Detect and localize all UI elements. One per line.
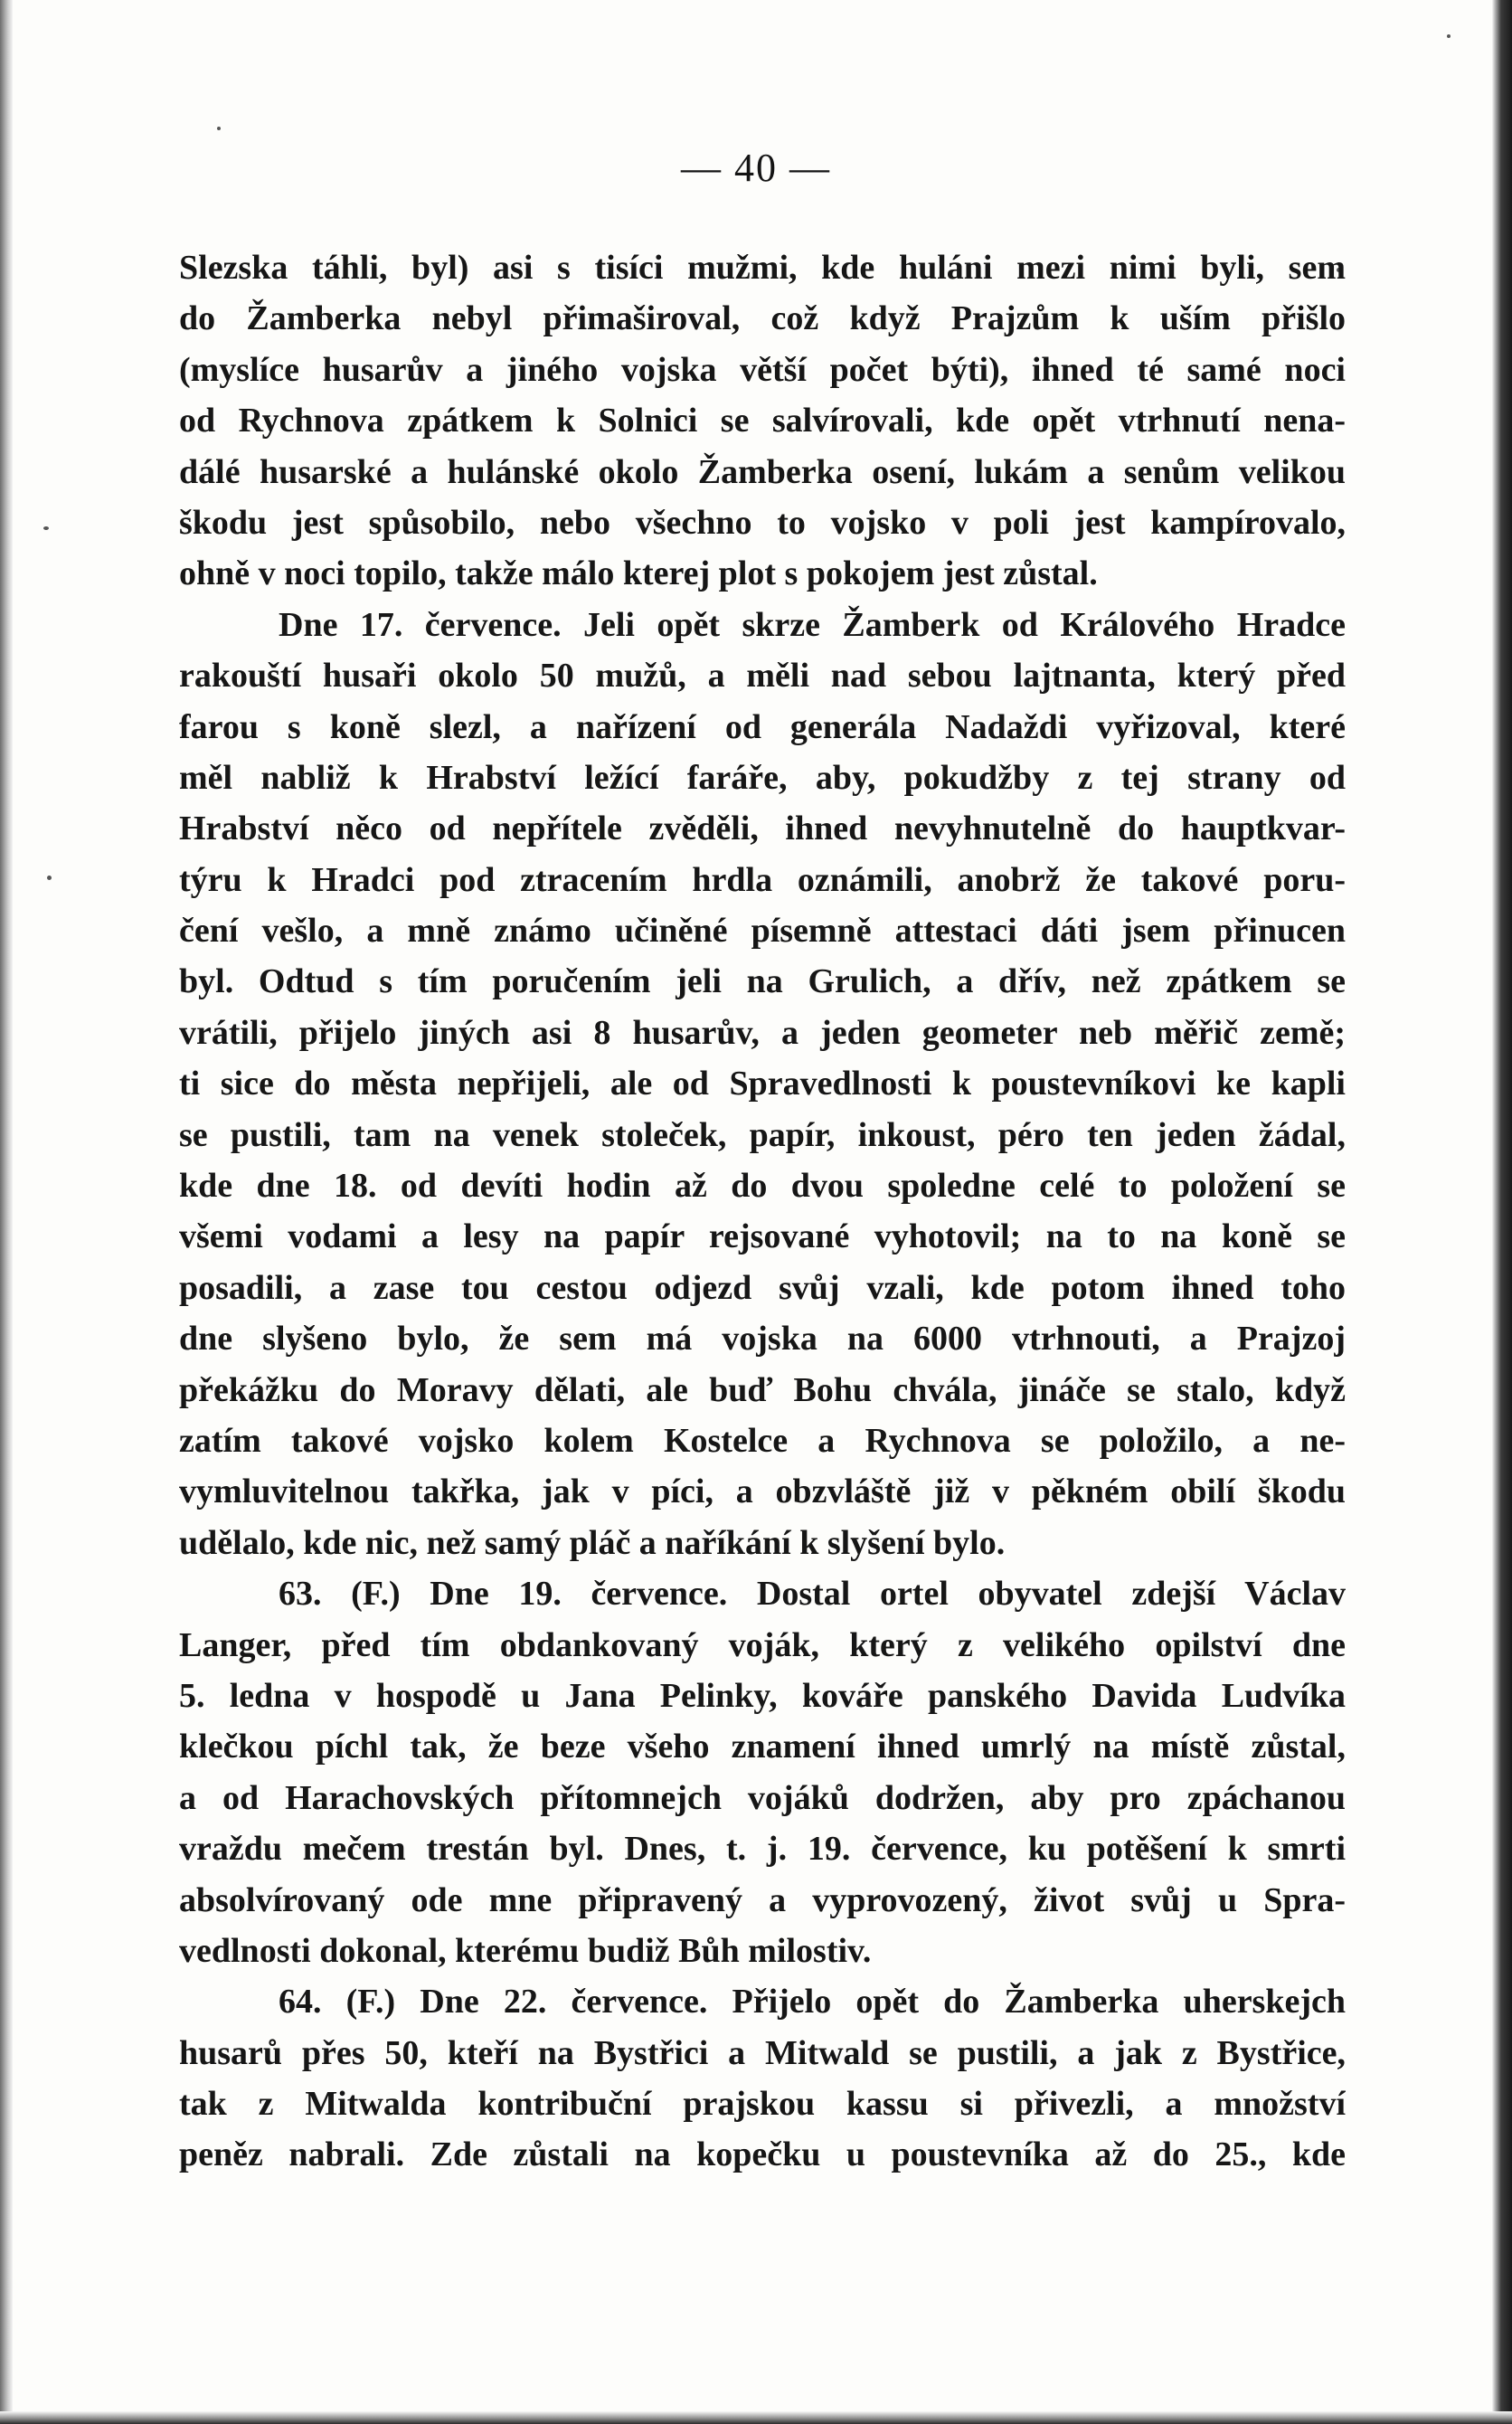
text-line: a od Harachovských přítomnejch vojáků dodržen, aby pro zpáchanou: [179, 1778, 1346, 1817]
text-line: od Rychnova zpátkem k Solnici se salvírovali, kde opět vtrhnutí nena-: [179, 402, 1346, 440]
text-line: zatím takové vojsko kolem Kostelce a Rychnova se položilo, a ne-: [179, 1421, 1346, 1460]
text-line: husarů přes 50, kteří na Bystřici a Mitwald se pustili, a jak z Bystřice,: [179, 2033, 1346, 2072]
text-line: všemi vodami a lesy na papír rejsované vyhotovil; na to na koně se: [179, 1217, 1346, 1256]
paragraph-start: 64. (F.) Dne 22. července. Přijelo opět do Žamberka uherskejch: [279, 1983, 1346, 2022]
text-line: do Žamberka nebyl přimaširoval, což když Prajzům k uším přišlo: [179, 299, 1346, 338]
scan-edge-bottom: [0, 2411, 1512, 2424]
scan-edge-right: [1492, 0, 1512, 2424]
paragraph-start: Dne 17. července. Jeli opět skrze Žamberk od Králového Hradce: [279, 605, 1346, 644]
text-line: Hrabství něco od nepřítele zvěděli, ihned nevyhnutelně do hauptkvar-: [179, 810, 1346, 848]
text-line: měl nabliž k Hrabství ležící faráře, aby, pokudžby z tej strany od: [179, 758, 1346, 797]
text-line: překážku do Moravy dělati, ale buď Bohu chvála, jináče se stalo, když: [179, 1370, 1346, 1409]
text-line: udělalo, kde nic, než samý pláč a naříkání k slyšení bylo.: [179, 1523, 1006, 1562]
text-line: vraždu mečem trestán byl. Dnes, t. j. 19. července, ku potěšení k smrti: [179, 1830, 1346, 1869]
text-line: Slezska táhli, byl) asi s tisíci mužmi, kde huláni mezi nimi byli, sem: [179, 249, 1346, 287]
scan-speck: [47, 876, 52, 880]
text-line: rakouští husaři okolo 50 mužů, a měli nad sebou lajtnanta, který před: [179, 657, 1346, 696]
text-line: dálé husarské a hulánské okolo Žamberka osení, lukám a senům velikou: [179, 452, 1346, 491]
scan-speck: [217, 127, 221, 130]
text-line: byl. Odtud s tím poručením jeli na Grulich, a dřív, než zpátkem se: [179, 962, 1346, 1001]
scan-speck: [43, 526, 49, 530]
text-line: čení vešlo, a mně známo učiněné písemně attestaci dáti jsem přinucen: [179, 912, 1346, 951]
text-line: vymluvitelnou takřka, jak v píci, a obzvláště již v pěkném obilí škodu: [179, 1472, 1346, 1511]
text-line: 5. ledna v hospodě u Jana Pelinky, kováře panského Davida Ludvíka: [179, 1676, 1346, 1715]
text-line: farou s koně slezl, a nařízení od generála Nadaždi vyřizoval, které: [179, 707, 1346, 746]
scan-edge-left: [0, 0, 13, 2424]
scan-speck: [1447, 34, 1451, 38]
paragraph-start: 63. (F.) Dne 19. července. Dostal ortel obyvatel zdejší Václav: [279, 1575, 1346, 1614]
text-line: škodu jest spůsobilo, nebo všechno to vojsko v poli jest kampírovalo,: [179, 503, 1346, 542]
text-line: se pustili, tam na venek stoleček, papír, inkoust, péro ten jeden žádal,: [179, 1115, 1346, 1154]
text-line: ti sice do města nepřijeli, ale od Spravedlnosti k poustevníkovi ke kapli: [179, 1065, 1346, 1103]
text-line: peněz nabrali. Zde zůstali na kopečku u poustevníka až do 25., kde: [179, 2135, 1346, 2174]
text-line: vedlnosti dokonal, kterému budiž Bůh milostiv.: [179, 1931, 872, 1970]
text-line: posadili, a zase tou cestou odjezd svůj vzali, kde potom ihned toho: [179, 1268, 1346, 1307]
text-line: tak z Mitwalda kontribuční prajskou kassu si přivezli, a množství: [179, 2085, 1346, 2124]
text-line: Langer, před tím obdankovaný voják, který z velikého opilství dne: [179, 1625, 1346, 1664]
text-line: kde dne 18. od devíti hodin až do dvou spoledne celé to položení se: [179, 1167, 1346, 1206]
text-line: (myslíce husarův a jiného vojska větší počet býti), ihned té samé noci: [179, 350, 1346, 389]
page-number: — 40 —: [681, 146, 831, 190]
body-text: [179, 242, 1346, 2181]
text-line: týru k Hradci pod ztracením hrdla oznámili, anobrž že takové poru-: [179, 860, 1346, 899]
text-line: absolvírovaný ode mne připravený a vyprovozený, život svůj u Spra-: [179, 1880, 1346, 1919]
text-line: klečkou píchl tak, že beze všeho znamení ihned umrlý na místě zůstal,: [179, 1728, 1346, 1766]
text-line: dne slyšeno bylo, že sem má vojska na 6000 vtrhnouti, a Prajzoj: [179, 1320, 1346, 1359]
text-line: vrátili, přijelo jiných asi 8 husarův, a jeden geometer neb měřič země;: [179, 1013, 1346, 1052]
text-line: ohně v noci topilo, takže málo kterej plot s pokojem jest zůstal.: [179, 554, 1098, 593]
